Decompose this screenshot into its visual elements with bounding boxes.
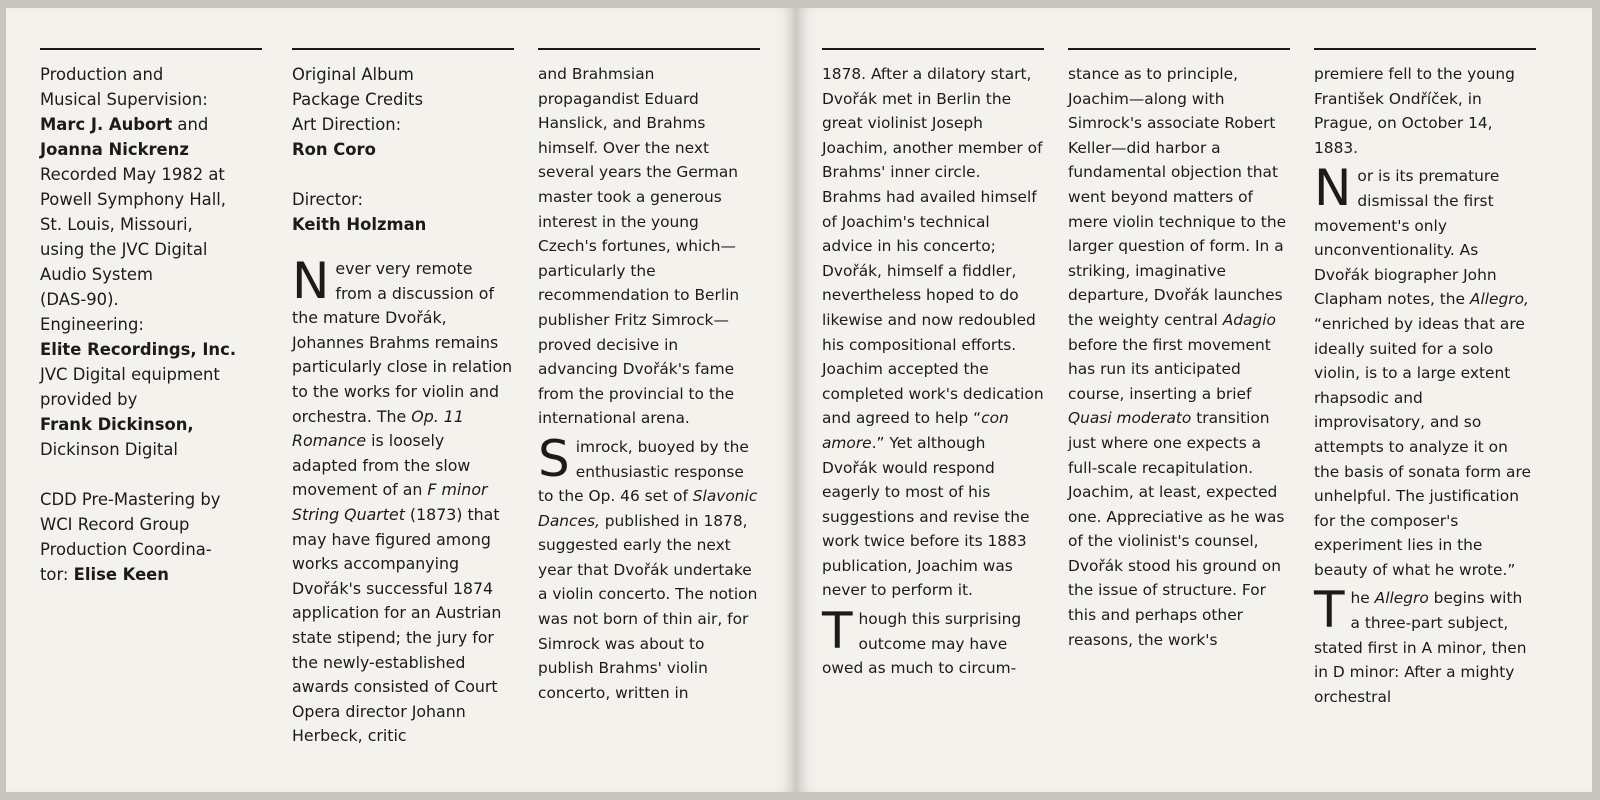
credit-line: using the JVC Digital (40, 240, 208, 259)
coordinator-name: Elise Keen (73, 565, 169, 584)
credit-line: CDD Pre-Mastering by (40, 490, 221, 509)
credit-line: Original Album (292, 65, 414, 84)
drop-cap: T (822, 602, 853, 661)
credit-line: Engineering: (40, 315, 144, 334)
credit-line: tor: (40, 565, 74, 584)
drop-cap: N (1314, 159, 1352, 218)
essay-paragraph-1 (292, 252, 514, 749)
essay-text: published in 1878, suggested early the next year that Dvořák undertake a violin concerto. The notion was not born of thin air, for Simrock was about to publish Brahms' violin concerto, written in (538, 511, 758, 702)
left-page (6, 8, 796, 792)
essay-italic: Allegro, (1469, 290, 1529, 309)
credit-line: Production Coordina- (40, 540, 212, 559)
essay-italic: Allegro (1374, 589, 1429, 608)
essay-italic: Slavonic Dances, (538, 487, 758, 530)
art-director-name: Ron Coro (292, 140, 376, 159)
producer-name: Marc J. Aubort (40, 115, 173, 134)
credit-line: JVC Digital equipment (40, 365, 220, 384)
essay-column-5 (1068, 48, 1290, 652)
credit-line: Director: (292, 190, 364, 209)
essay-text: is loosely adapted from the slow movement of an (292, 431, 471, 500)
production-credits-column (40, 48, 262, 587)
essay-column-6 (1314, 48, 1536, 709)
essay-text: and Brahmsian propagandist Eduard Hanslick, and Brahms himself. Over the next several years the German master took a generous interest in the young Czech's fortunes, which—particularly the recommendation to Berlin publisher Fritz Simrock—proved decisive in advancing Dvořák's fame from the provincial to the international arena. (538, 65, 740, 428)
essay-text: stance as to principle, Joachim—along with Simrock's associate Robert Keller—did harbor a fundamental objection that went beyond matters of mere violin technique to the larger question of form. In a striking, imaginative departure, Dvořák launches the weighty central (1068, 65, 1287, 329)
essay-column-4 (822, 48, 1044, 681)
spacer (292, 162, 514, 187)
credit-line: Package Credits (292, 90, 423, 109)
package-credits (292, 62, 514, 162)
essay-paragraph-2 (538, 429, 760, 706)
column-rule (538, 48, 760, 50)
essay-italic: F minor String Quartet (292, 480, 488, 524)
column-rule (40, 48, 262, 50)
column-rule (292, 48, 514, 50)
spacer (40, 462, 262, 487)
essay-italic: Adagio (1222, 310, 1276, 329)
essay-paragraph-3-continued (1068, 62, 1290, 652)
column-rule (822, 48, 1044, 50)
credit-line: Production and (40, 65, 164, 84)
production-credits (40, 62, 262, 462)
essay-text: 1878. After a dilatory start, Dvořák met in Berlin the great violinist Joseph Joachim, another member of Brahms' inner circle. Brahms had availed himself of Joachim's technical advice in his concerto; Dvořák, himself a fiddler, nevertheless hoped to do likewise and now redoubled his compositional efforts. Joachim accepted the completed work's dedication and agreed to help “ (822, 65, 1044, 428)
essay-text: ever very remote from a discussion of the mature Dvořák, Johannes Brahms remains particularly close in relation to the works for violin and orchestra. The (292, 259, 513, 426)
drop-cap: T (1314, 581, 1345, 640)
essay-text: or is its premature dismissal the first movement's only unconventionality. As Dvořák biographer John Clapham notes, the (1314, 167, 1500, 309)
essay-paragraph-2-continued (822, 62, 1044, 603)
credit-line: WCI Record Group (40, 515, 190, 534)
credit-line: St. Louis, Missouri, (40, 215, 193, 234)
essay-text: begins with a three-part subject, stated first in A minor, then in D minor: After a mighty orchestral (1314, 589, 1527, 706)
credit-line: Powell Symphony Hall, (40, 190, 227, 209)
credit-line: Audio System (40, 265, 153, 284)
credit-line: Recorded May 1982 at (40, 165, 225, 184)
essay-paragraph-5 (1314, 581, 1536, 709)
credit-line: Musical Supervision: (40, 90, 208, 109)
credit-line: provided by (40, 390, 138, 409)
drop-cap: N (292, 252, 330, 310)
right-page (796, 8, 1592, 792)
credit-conjunction: and (172, 115, 209, 134)
essay-italic: con amore (822, 409, 1009, 452)
essay-paragraph-1-continued (538, 62, 760, 431)
essay-paragraph-4 (1314, 159, 1536, 582)
producer-name: Joanna Nickrenz (40, 140, 189, 159)
essay-paragraph-3-end (1314, 62, 1536, 160)
credit-line: Art Direction: (292, 115, 402, 134)
essay-italic: Op. 11 Romance (292, 406, 464, 451)
essay-text: before the first movement has run its anticipated course, inserting a brief (1068, 335, 1271, 403)
essay-text: transition just where one expects a full-scale recapitulation. Joachim, at least, expected one. Appreciative as he was of the violinist's counsel, Dvořák stood his ground on the issue of structure. For this and perhaps other reasons, the work's (1068, 409, 1285, 649)
essay-text: (1873) that may have figured among works accompanying Dvořák's successful 1874 application for an Austrian state stipend; the jury for the newly-established awards consisted of Court Opera director Johann Herbeck, critic (292, 504, 502, 746)
essay-italic: Quasi moderato (1068, 409, 1192, 428)
drop-cap: S (538, 429, 570, 488)
essay-text: premiere fell to the young František Ondříček, in Prague, on October 14, 1883. (1314, 65, 1515, 157)
package-credits-column (292, 48, 514, 749)
column-rule (1068, 48, 1290, 50)
credit-line: (DAS-90). (40, 290, 119, 309)
essay-text: imrock, buoyed by the enthusiastic response to the Op. 46 set of (538, 437, 749, 506)
premastering-credits (40, 487, 262, 587)
credit-line: Dickinson Digital (40, 440, 178, 459)
essay-text: hough this surprising outcome may have owed as much to circum- (822, 610, 1022, 678)
engineering-name: Elite Recordings, Inc. (40, 340, 237, 359)
essay-paragraph-3 (822, 602, 1044, 681)
essay-text: he (1350, 589, 1375, 608)
essay-column-3 (538, 48, 760, 705)
essay-text: “enriched by ideas that are ideally suited for a solo violin, is to a large extent rhapsodic and improvisatory, and so attempts to analyze it on the basis of sonata form are unhelpful. The justification for the composer's experiment lies in the beauty of what he wrote.” (1314, 314, 1531, 579)
director-credit (292, 187, 514, 237)
essay-text: .” Yet although Dvořák would respond eagerly to most of his suggestions and revise the work twice before its 1883 publication, Joachim was never to perform it. (822, 433, 1030, 600)
column-rule (1314, 48, 1536, 50)
director-name: Keith Holzman (292, 215, 427, 234)
equipment-provider-name: Frank Dickinson, (40, 415, 194, 434)
